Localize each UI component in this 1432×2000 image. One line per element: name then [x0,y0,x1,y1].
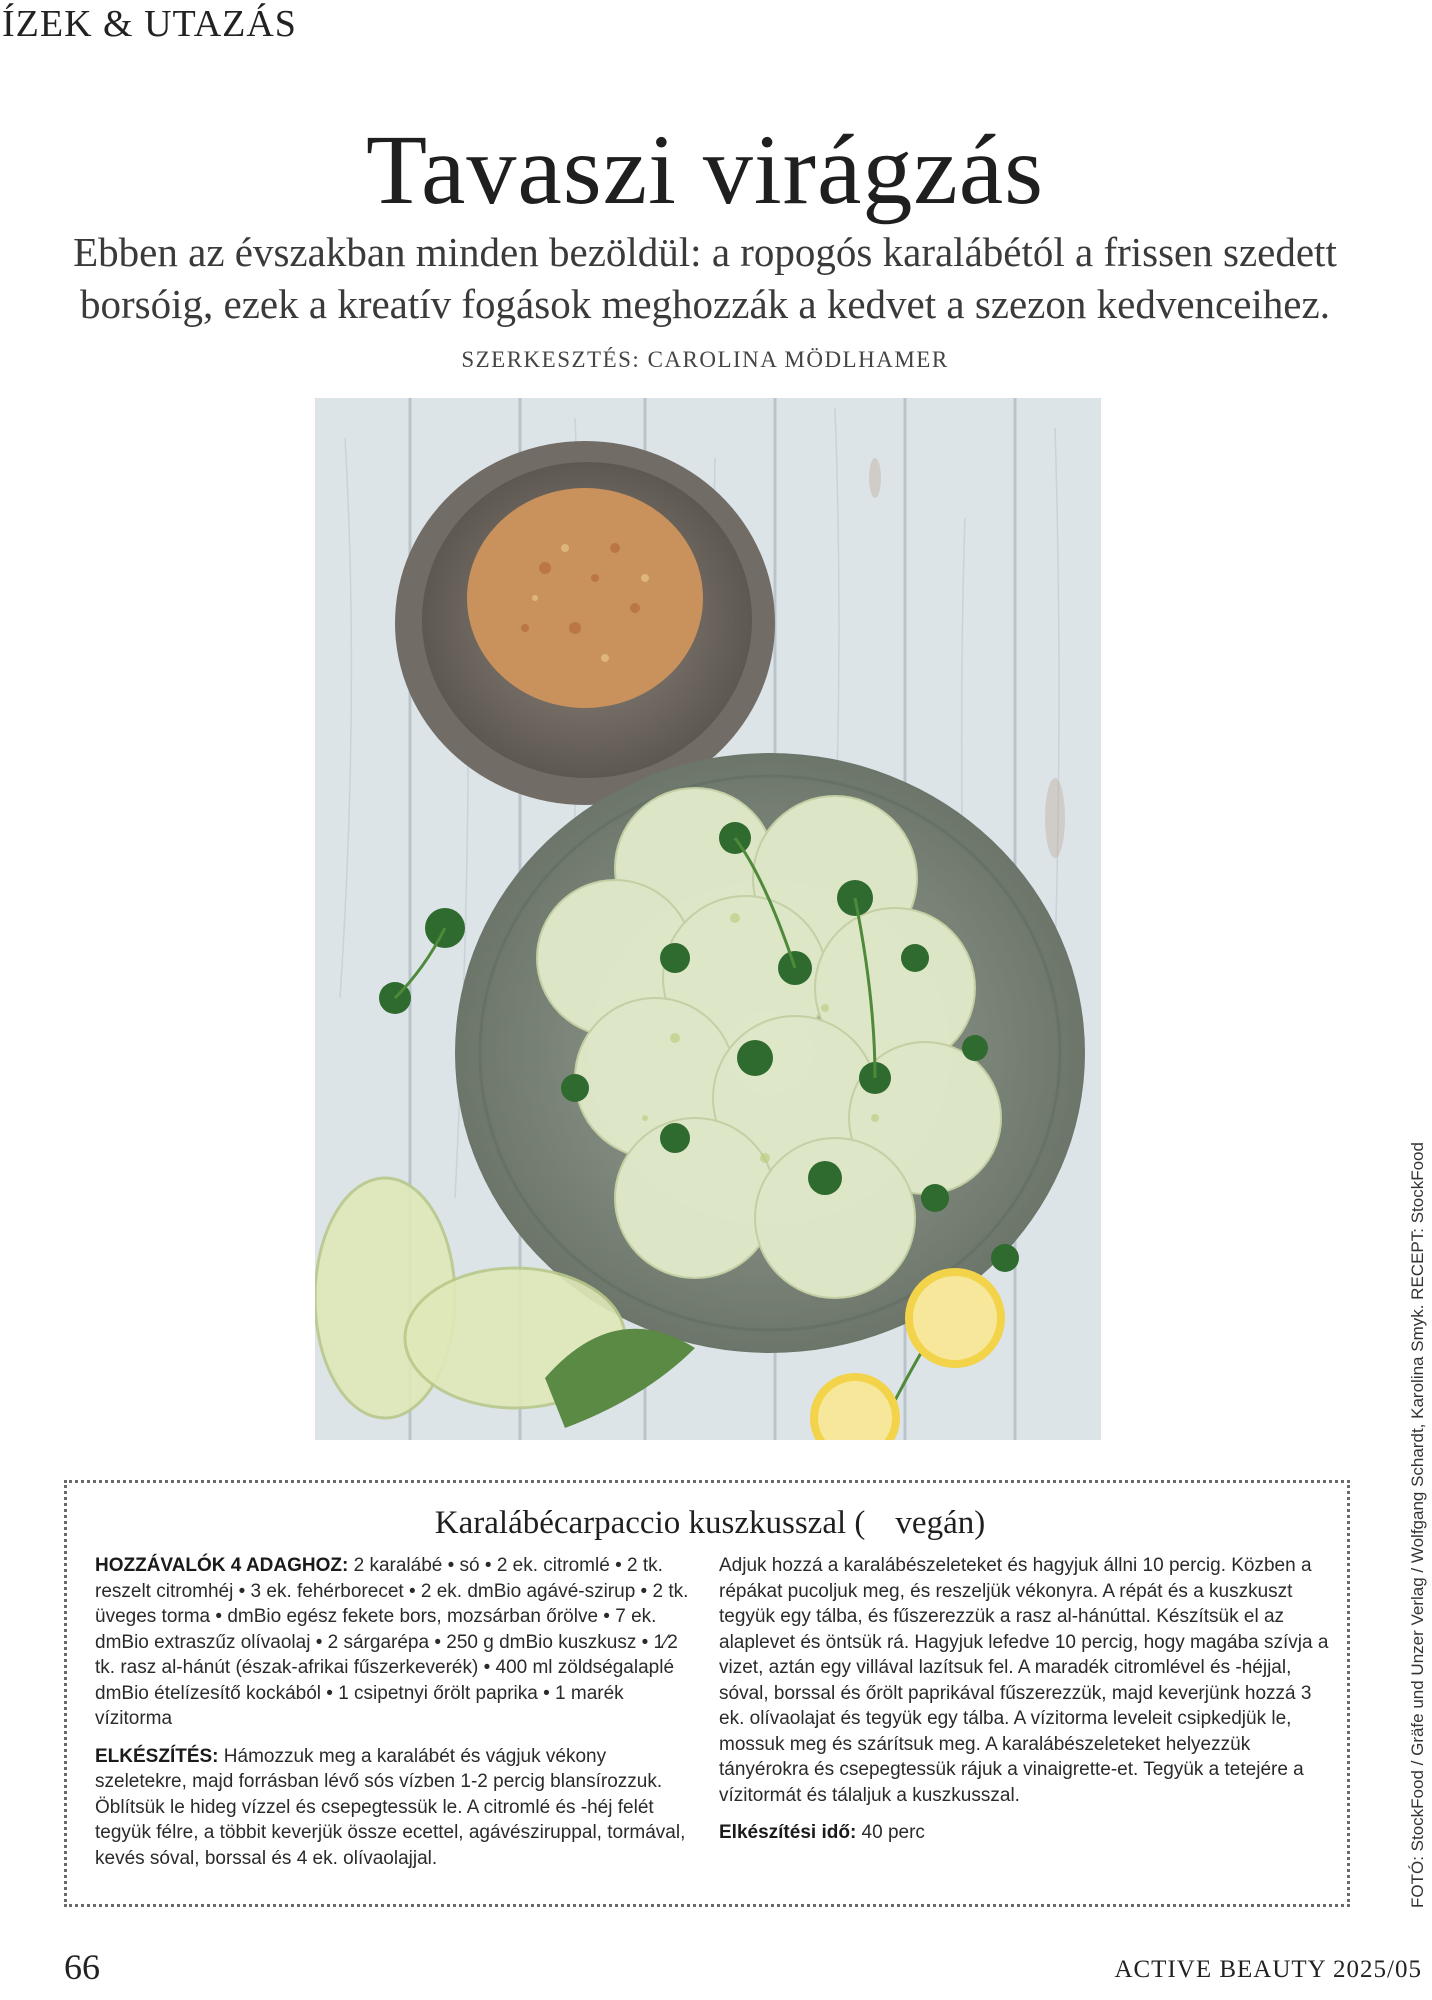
photo-credit: FOTÓ: StockFood / Gräfe und Unzer Verlag / Wolfgang Schardt, Karolina Smyk. RECEPT: StockFood [1408,1142,1427,1908]
vegan-apple-icon [865,1507,887,1539]
prep-time-label: Elkészítési idő: [719,1822,857,1843]
page-title: Tavaszi virágzás [365,114,1045,225]
recipe-title-suffix: vegán) [876,1505,975,1541]
recipe-title [67,1505,1353,1542]
preparation-label: ELKÉSZÍTÉS: [95,1745,219,1767]
page-number: 66 [64,1947,100,1987]
ingredients-paragraph [95,1553,695,1732]
preparation-text: Hámozzuk meg a karalábét és vágjuk vékony szeletekre, majd forrásban lévő sós vízben 1-2 percig blansírozzuk. Öblítsük le hideg vízzel és csepegtessük le. A citromlé és -héj felét tegyük félre, a többit keverjük össze ecettel, agávésziruppal, tormával, kevés sóval, borssal és 4 ek. olívaolajjal. [95,1745,686,1869]
preparation-continued: Adjuk hozzá a karalábészeleteket és hagyjuk állni 10 percig. Közben a répákat pucoljuk meg, és reszeljük vékonyra. A répát és a kuszkuszt tegyük egy tálba, és fűszerezzük a rasz al-hánúttal. Készítsük el az alaplevet és öntsük rá. Hagyjuk lefedve 10 percig, hogy magába szívja a vizet, aztán egy villával lazítsuk fel. A maradék citromlével és -héjjal, sóval, borssal és őrölt paprikával fűszerezzük, majd keverjünk hozzá 3 ek. olívaolajat és tegyük egy tálba. A vízitorma leveleit csipkedjük le, mossuk meg és szárítsuk meg. A karalábészeleteket helyezzük tányérokra és csepegtessük rájuk a vinaigrette-et. Tegyük a tetejére a vízitormát és tálaljuk a kuszkusszal. [719,1555,1329,1806]
byline: SZERKESZTÉS: CAROLINA MÖDLHAMER [461,347,949,372]
magazine-footer: ACTIVE BEAUTY 2025/05 [1114,1956,1422,1983]
recipe-box [64,1480,1350,1907]
ingredients-text: 2 karalábé • só • 2 ek. citromlé • 2 tk. reszelt citromhéj • 3 ek. fehérborecet • 2 ek. dmBio agávé-szirup • 2 tk. üveges torma • dmBio egész fekete bors, mozsárban őrölve • 7 ek. dmBio extraszűz olívaolaj • 2 sárgarépa • 250 g dmBio kuszkusz • 1⁄2 tk. rasz al-hánút (észak-afrikai fűszerkeverék) • 400 ml zöldségalaplé dmBio ételízesítő kockából • 1 csipetnyi őrölt paprika • 1 marék vízitorma [95,1555,689,1729]
recipe-photo [315,398,1101,1440]
prep-time [719,1820,1329,1846]
recipe-right-column [719,1553,1329,1858]
recipe-left-column [95,1553,695,1883]
recipe-title-text: Karalábécarpaccio kuszkusszal ( [434,1505,866,1541]
subtitle: Ebben az évszakban minden bezöldül: a ropogós karalábétól a frissen szedett borsóig, ezek a kreatív fogások meghozzák a kedvet a szezon kedvenceihez. [73,229,1337,327]
ingredients-label: HOZZÁVALÓK 4 ADAGHOZ: [95,1555,349,1576]
preparation-paragraph [95,1744,695,1872]
prep-time-value: 40 perc [856,1822,925,1843]
section-label: ÍZEK & UTAZÁS [2,3,297,45]
